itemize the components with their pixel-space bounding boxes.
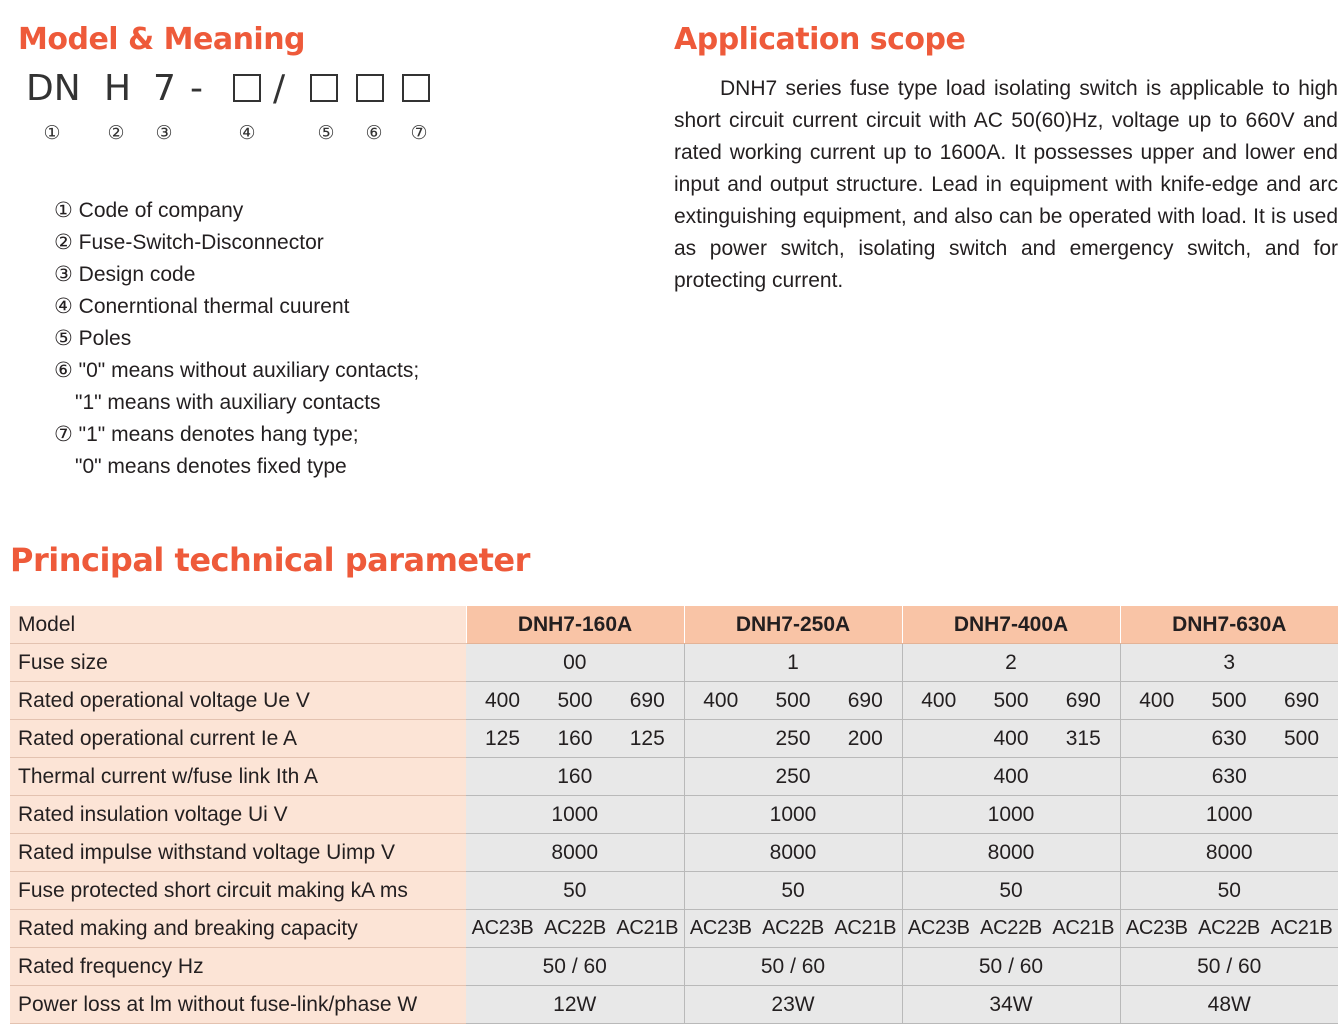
table-cell: 8000 <box>1120 834 1338 872</box>
table-cell <box>902 720 975 758</box>
table-cell: 500 <box>1265 720 1338 758</box>
table-cell: 50 <box>902 872 1120 910</box>
table-cell: 690 <box>1265 682 1338 720</box>
row-label: Power loss at lm without fuse-link/phase W <box>10 986 466 1024</box>
meaning-item: ⑤ Poles <box>54 327 132 350</box>
table-cell: 315 <box>1047 720 1120 758</box>
code-h: H <box>104 68 132 109</box>
table-cell: AC21B <box>829 910 902 948</box>
table-cell <box>1120 720 1193 758</box>
row-label: Rated insulation voltage Ui V <box>10 796 466 834</box>
table-cell: AC23B <box>684 910 757 948</box>
table-cell: 8000 <box>466 834 684 872</box>
model-header: DNH7-250A <box>684 606 902 644</box>
row-label: Fuse protected short circuit making kA ms <box>10 872 466 910</box>
model-header: DNH7-160A <box>466 606 684 644</box>
row-label: Rated frequency Hz <box>10 948 466 986</box>
code-box-type <box>402 74 430 102</box>
model-header: DNH7-630A <box>1120 606 1338 644</box>
table-cell: 125 <box>611 720 684 758</box>
table-cell: AC22B <box>975 910 1047 948</box>
table-cell: 50 / 60 <box>1120 948 1338 986</box>
table-row <box>10 986 1338 1024</box>
table-cell: AC21B <box>1265 910 1338 948</box>
model-meaning-heading: Model & Meaning <box>18 22 306 57</box>
table-row <box>10 872 1338 910</box>
row-label: Model <box>10 606 466 644</box>
table-row <box>10 834 1338 872</box>
table-cell: 34W <box>902 986 1120 1024</box>
table-cell: AC22B <box>1193 910 1265 948</box>
model-header: DNH7-400A <box>902 606 1120 644</box>
table-cell: 690 <box>611 682 684 720</box>
table-cell: 1000 <box>1120 796 1338 834</box>
meaning-item: ⑥ "0" means without auxiliary contacts; <box>54 359 420 382</box>
table-cell: AC23B <box>902 910 975 948</box>
table-row <box>10 758 1338 796</box>
parameters-heading: Principal technical parameter <box>10 541 530 579</box>
row-label: Rated making and breaking capacity <box>10 910 466 948</box>
table-cell: 400 <box>975 720 1047 758</box>
table-cell: 12W <box>466 986 684 1024</box>
code-number: ⑥ <box>365 122 383 144</box>
table-cell: 1 <box>684 644 902 682</box>
meaning-item: ⑦ "1" means denotes hang type; <box>54 423 359 446</box>
table-cell: 200 <box>829 720 902 758</box>
table-cell: 8000 <box>684 834 902 872</box>
table-row <box>10 796 1338 834</box>
table-cell: 00 <box>466 644 684 682</box>
meaning-item: ② Fuse-Switch-Disconnector <box>54 231 324 254</box>
row-label: Thermal current w/fuse link Ith A <box>10 758 466 796</box>
table-cell: 690 <box>829 682 902 720</box>
code-number: ① <box>43 122 61 144</box>
code-box-poles <box>310 74 338 102</box>
table-header-row <box>10 606 1338 644</box>
meaning-item: ④ Conerntional thermal cuurent <box>54 295 350 318</box>
table-cell: 8000 <box>902 834 1120 872</box>
table-cell: 250 <box>757 720 829 758</box>
row-label: Rated operational current Ie A <box>10 720 466 758</box>
table-cell: 1000 <box>902 796 1120 834</box>
table-row <box>10 682 1338 720</box>
table-cell: 48W <box>1120 986 1338 1024</box>
table-row <box>10 720 1338 758</box>
code-box-current <box>233 74 261 102</box>
table-cell: 500 <box>1193 682 1265 720</box>
table-cell: 160 <box>466 758 684 796</box>
table-cell: 400 <box>1120 682 1193 720</box>
meaning-item: "0" means denotes fixed type <box>75 455 347 478</box>
meaning-item: ① Code of company <box>54 199 244 222</box>
table-cell: 50 <box>684 872 902 910</box>
table-cell: AC23B <box>1120 910 1193 948</box>
code-slash: / <box>273 68 286 109</box>
table-cell: AC22B <box>539 910 611 948</box>
table-cell: 1000 <box>684 796 902 834</box>
table-cell <box>684 720 757 758</box>
table-cell: AC21B <box>611 910 684 948</box>
code-seven: 7 <box>153 68 176 109</box>
table-cell: 400 <box>684 682 757 720</box>
row-label: Rated operational voltage Ue V <box>10 682 466 720</box>
code-dn: DN <box>26 68 81 109</box>
table-cell: 400 <box>902 682 975 720</box>
table-cell: 1000 <box>466 796 684 834</box>
table-cell: 500 <box>975 682 1047 720</box>
table-cell: 500 <box>757 682 829 720</box>
code-number: ⑦ <box>410 122 428 144</box>
table-row <box>10 948 1338 986</box>
code-number: ④ <box>238 122 256 144</box>
table-cell: 250 <box>684 758 902 796</box>
code-number: ② <box>107 122 125 144</box>
application-scope-heading: Application scope <box>674 22 966 57</box>
table-cell: 630 <box>1193 720 1265 758</box>
table-cell: 400 <box>902 758 1120 796</box>
table-row <box>10 910 1338 948</box>
table-cell: 23W <box>684 986 902 1024</box>
table-cell: 50 <box>1120 872 1338 910</box>
table-cell: 500 <box>539 682 611 720</box>
table-cell: 50 / 60 <box>684 948 902 986</box>
table-cell: 400 <box>466 682 539 720</box>
table-cell: AC22B <box>757 910 829 948</box>
parameters-table <box>10 606 1338 1024</box>
meaning-item: ③ Design code <box>54 263 196 286</box>
table-cell: 50 / 60 <box>466 948 684 986</box>
table-cell: 3 <box>1120 644 1338 682</box>
row-label: Rated impulse withstand voltage Uimp V <box>10 834 466 872</box>
table-cell: 690 <box>1047 682 1120 720</box>
application-scope-text: DNH7 series fuse type load isolating switch is applicable to high short circuit current circuit with AC 50(60)Hz, voltage up to 660V and rated working current up to 1600A. It possesses upper and lower end input and output structure. Lead in equipment with knife-edge and arc extinguishing equipment, and also can be operated with load. It is used as power switch, isolating switch and emergency switch, and for protecting current. <box>674 77 1338 292</box>
table-cell: 50 <box>466 872 684 910</box>
table-cell: 630 <box>1120 758 1338 796</box>
table-cell: AC21B <box>1047 910 1120 948</box>
meaning-item: "1" means with auxiliary contacts <box>75 391 381 414</box>
table-cell: AC23B <box>466 910 539 948</box>
code-box-aux <box>356 74 384 102</box>
table-cell: 125 <box>466 720 539 758</box>
code-number: ⑤ <box>317 122 335 144</box>
table-cell: 2 <box>902 644 1120 682</box>
meaning-list <box>54 195 419 483</box>
table-row <box>10 644 1338 682</box>
code-dash: - <box>190 68 203 109</box>
table-cell: 50 / 60 <box>902 948 1120 986</box>
code-number: ③ <box>155 122 173 144</box>
row-label: Fuse size <box>10 644 466 682</box>
table-cell: 160 <box>539 720 611 758</box>
